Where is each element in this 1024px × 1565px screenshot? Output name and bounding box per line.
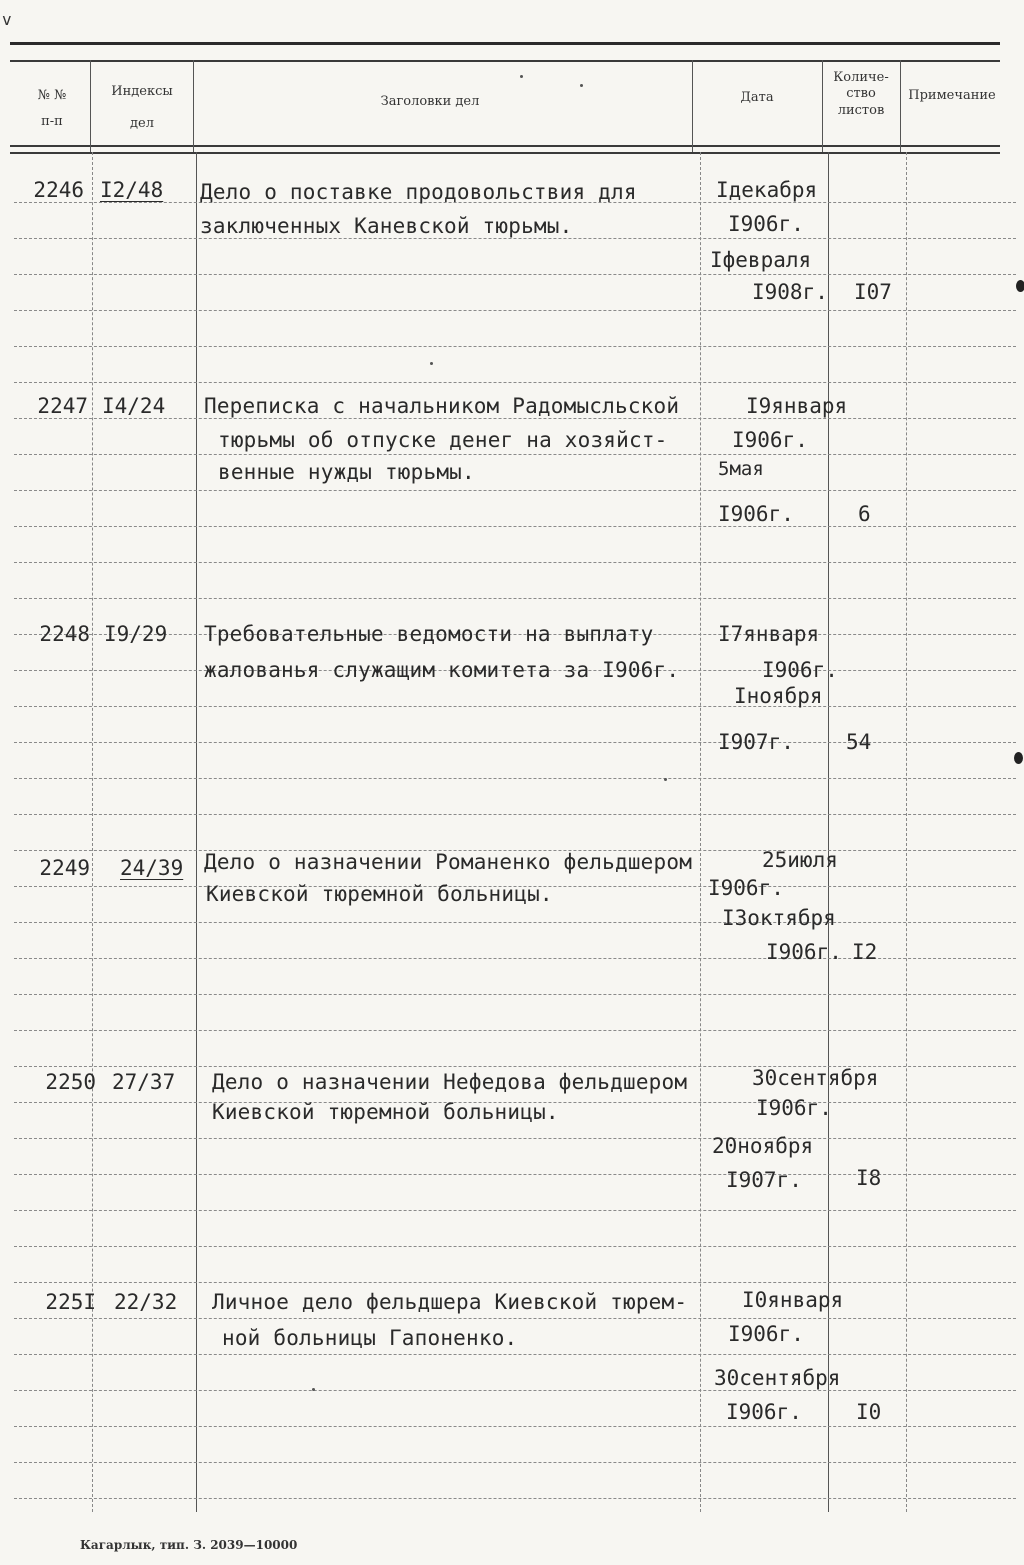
header-bottom-rule-2 xyxy=(10,152,1000,154)
ruled-line xyxy=(14,1390,1016,1391)
ruled-line xyxy=(14,1210,1016,1211)
scan-speck xyxy=(664,778,667,781)
header-bottom-rule xyxy=(10,145,1000,147)
ruled-line xyxy=(14,1246,1016,1247)
ruled-line xyxy=(14,994,1016,995)
record-title-line-1: Требовательные ведомости на выплату xyxy=(204,622,654,646)
ruled-line xyxy=(14,778,1016,779)
record-sheet-count: I0 xyxy=(856,1400,882,1424)
header-sheets-line-1: Количе- xyxy=(833,70,889,85)
ruled-line xyxy=(14,1030,1016,1031)
record-index: 22/32 xyxy=(114,1290,178,1314)
ruled-line xyxy=(14,490,1016,491)
record-number: 2248 xyxy=(39,622,90,646)
record-title-line-2: жалованья служащим комитета за I906г. xyxy=(204,658,680,682)
header-index xyxy=(92,84,192,133)
record-title-line-1: Переписка с начальником Радомысльской xyxy=(204,394,680,418)
record-sheet-count: I8 xyxy=(856,1166,882,1190)
record-date-end: Iноября xyxy=(734,684,823,708)
ruled-line xyxy=(14,706,1016,707)
ruled-line xyxy=(14,382,1016,383)
scan-blot xyxy=(1014,752,1023,764)
record-title-line-2: тюрьмы об отпуске денег на хозяйст- xyxy=(218,428,668,452)
record-date-end: I3октября xyxy=(722,906,836,930)
record-sheet-count: I2 xyxy=(852,940,878,964)
header-sheets-line-2: ство xyxy=(846,86,876,102)
ruled-line xyxy=(14,310,1016,311)
record-index: 24/39 xyxy=(120,856,184,880)
header-sep-3 xyxy=(692,60,693,152)
header-number-line-1: № № xyxy=(37,88,67,103)
ruled-line xyxy=(14,454,1016,455)
record-title-line-2: Киевской тюремной больницы. xyxy=(212,1100,559,1124)
record-number: 2247 xyxy=(37,394,88,418)
ruled-line xyxy=(14,1138,1016,1139)
record-date-start-year: I906г. xyxy=(762,658,838,682)
body-sep-3 xyxy=(700,152,701,1512)
record-title-line-1: Дело о назначении Романенко фельдшером xyxy=(204,850,693,874)
record-date-start-year: I906г. xyxy=(708,876,784,900)
header-sheets-line-3: листов xyxy=(837,102,885,118)
corner-mark: v xyxy=(2,10,12,29)
record-date-end-year: I908г. xyxy=(752,280,828,304)
record-number: 225I xyxy=(45,1290,96,1314)
record-title-line-2: ной больницы Гапоненко. xyxy=(222,1326,518,1350)
header-sep-5 xyxy=(900,60,901,152)
header-sheets xyxy=(822,70,900,119)
record-index: 27/37 xyxy=(112,1070,176,1094)
record-date-start: 30сентября xyxy=(752,1066,879,1090)
record-date-end-year: I907г. xyxy=(718,730,794,754)
record-index: I4/24 xyxy=(102,394,166,418)
ruled-line xyxy=(14,814,1016,815)
header-top-rule-2 xyxy=(10,60,1000,62)
record-date-start-year: I906г. xyxy=(732,428,808,452)
ruled-line xyxy=(14,1426,1016,1427)
scan-speck xyxy=(580,84,583,87)
ruled-line xyxy=(14,1282,1016,1283)
record-date-start: I7января xyxy=(718,622,820,646)
ruled-line xyxy=(14,1498,1016,1499)
ruled-line xyxy=(14,346,1016,347)
scan-speck xyxy=(312,1388,315,1391)
record-date-start-year: I906г. xyxy=(756,1096,832,1120)
scan-blot xyxy=(1016,280,1024,292)
record-title-line-1: Дело о назначении Нефедова фельдшером xyxy=(212,1070,688,1094)
ruled-line xyxy=(14,1318,1016,1319)
record-number: 2246 xyxy=(33,178,84,202)
ruled-line xyxy=(14,274,1016,275)
record-title-line-2: заключенных Каневской тюрьмы. xyxy=(200,214,573,238)
header-date: Дата xyxy=(740,90,774,105)
header-index-line-1: Индексы xyxy=(111,84,173,99)
record-date-end-year: I906г. xyxy=(766,940,842,964)
header-index-line-2: дел xyxy=(130,116,154,132)
record-date-end-year: I906г. xyxy=(718,502,794,526)
record-sheet-count: 54 xyxy=(846,730,872,754)
header-note: Примечание xyxy=(908,88,996,103)
record-date-start: I9января xyxy=(746,394,848,418)
ruled-line xyxy=(14,1462,1016,1463)
header-top-rule xyxy=(10,42,1000,45)
header-title: Заголовки дел xyxy=(380,94,480,109)
body-sep-5 xyxy=(906,152,907,1512)
record-title-line-2: Киевской тюремной больницы. xyxy=(206,882,553,906)
ruled-line xyxy=(14,1354,1016,1355)
record-date-end: 20ноября xyxy=(712,1134,814,1158)
ruled-line xyxy=(14,418,1016,419)
body-sep-2 xyxy=(196,152,197,1512)
scan-speck xyxy=(520,75,523,78)
record-sheet-count: I07 xyxy=(854,280,892,304)
record-title-line-1: Личное дело фельдшера Киевской тюрем- xyxy=(212,1290,688,1314)
ruled-line xyxy=(14,922,1016,923)
ruled-line xyxy=(14,598,1016,599)
record-date-end: Iфевраля xyxy=(710,248,812,272)
record-number: 2250 xyxy=(45,1070,96,1094)
ruled-line xyxy=(14,526,1016,527)
record-date-end-year: I907г. xyxy=(726,1168,802,1192)
header-sep-1 xyxy=(90,60,91,152)
record-title-line-1: Дело о поставке продовольствия для xyxy=(200,180,637,204)
record-title-line-3: венные нужды тюрьмы. xyxy=(218,460,475,484)
ruled-line xyxy=(14,562,1016,563)
record-index: I9/29 xyxy=(104,622,168,646)
record-date-end: 5мая xyxy=(718,458,764,480)
header-sep-2 xyxy=(193,60,194,152)
header-number xyxy=(14,88,90,131)
record-date-start-year: I906г. xyxy=(728,1322,804,1346)
ruled-line xyxy=(14,238,1016,239)
printer-footer: Кагарлык, тип. З. 2039—10000 xyxy=(80,1538,298,1552)
record-date-start-year: I906г. xyxy=(728,212,804,236)
record-date-start: 25июля xyxy=(762,848,838,872)
record-date-end-year: I906г. xyxy=(726,1400,802,1424)
record-sheet-count: 6 xyxy=(858,502,871,526)
record-date-end: 30сентября xyxy=(714,1366,841,1390)
scan-speck xyxy=(430,362,433,365)
record-index: I2/48 xyxy=(100,178,164,202)
record-number: 2249 xyxy=(39,856,90,880)
record-date-start: I0января xyxy=(742,1288,844,1312)
header-number-line-2: п-п xyxy=(41,114,63,130)
record-date-start: Iдекабря xyxy=(716,178,818,202)
